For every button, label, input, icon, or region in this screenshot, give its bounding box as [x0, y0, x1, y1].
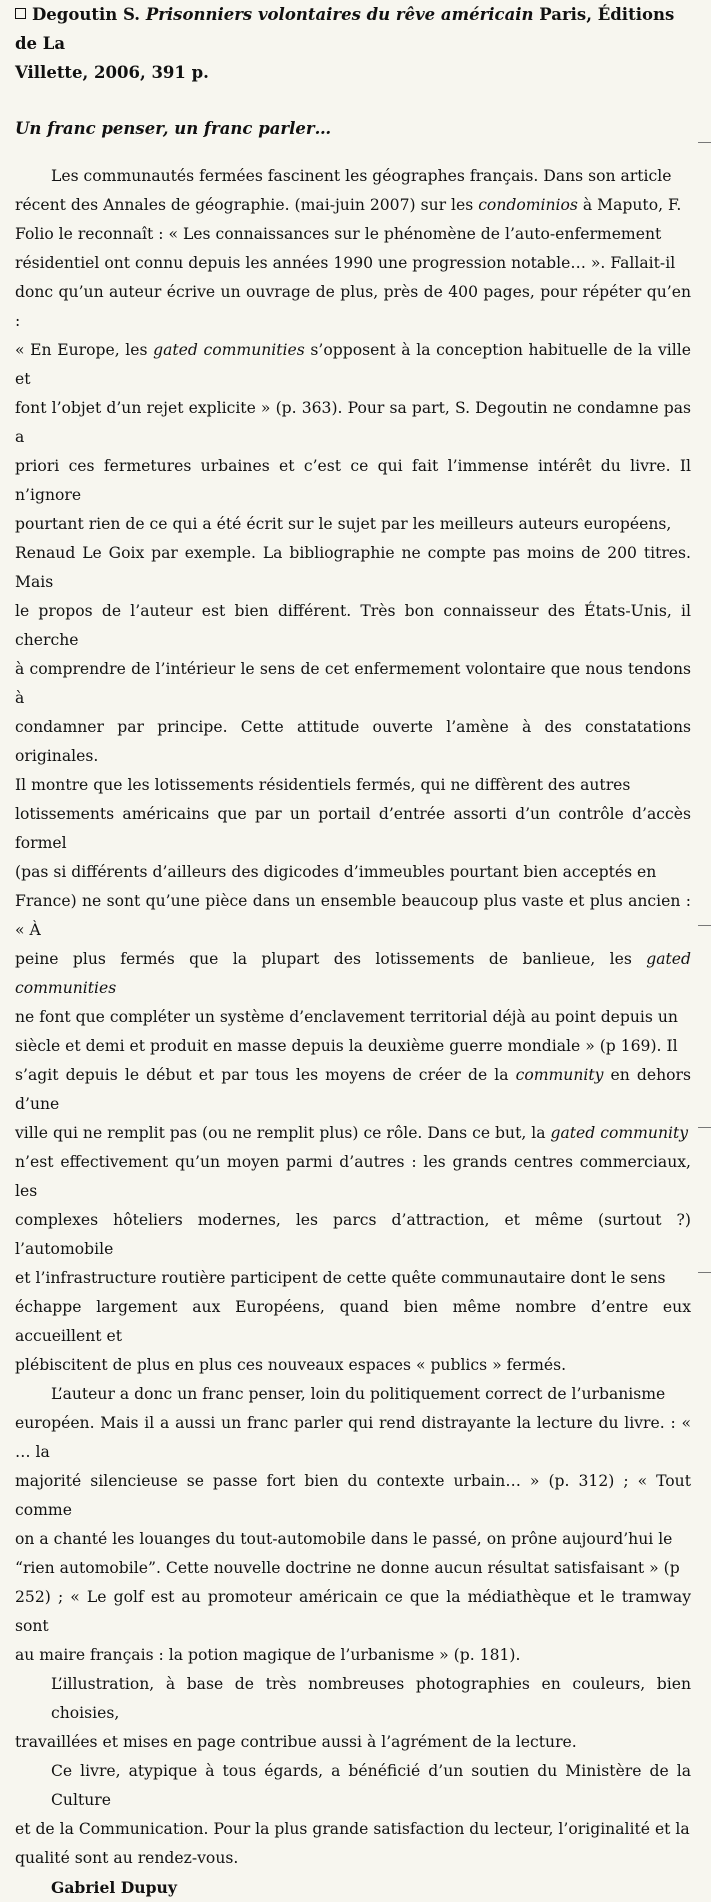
text-line: et de la Communication. Pour la plus grande satisfaction du lecteur, l’originalité et la [15, 1820, 690, 1838]
margin-mark [698, 925, 711, 926]
text-line: donc qu’un auteur écrive un ouvrage de plus, près de 400 pages, pour répéter qu’en : [15, 283, 691, 330]
text-line: le propos de l’auteur est bien différent. Très bon connaisseur des États-Unis, il cherche [15, 602, 691, 649]
paragraph [15, 1757, 691, 1873]
text-line: 252) ; « Le golf est au promoteur américain ce que la médiathèque et le tramway sont [15, 1588, 691, 1635]
review-subtitle: Un franc penser, un franc parler… [15, 119, 332, 138]
paragraph [15, 1670, 691, 1757]
text-line: qualité sont au rendez-vous. [15, 1849, 239, 1867]
text-line: Ce livre, atypique à tous égards, a bénéficié d’un soutien du Ministère de la Culture [51, 1762, 691, 1809]
text-line: « En Europe, les gated communities s’opposent à la conception habituelle de la ville et [15, 341, 691, 388]
margin-mark [698, 1272, 711, 1273]
text-line: majorité silencieuse se passe fort bien du contexte urbain… » (p. 312) ; « Tout comme [15, 1472, 691, 1519]
text-line: au maire français : la potion magique de l’urbanisme » (p. 181). [15, 1646, 521, 1664]
text-line: (pas si différents d’ailleurs des digicodes d’immeubles pourtant bien acceptés en [15, 863, 657, 881]
review-body [15, 162, 691, 1873]
text-line: à comprendre de l’intérieur le sens de cet enfermement volontaire que nous tendons à [15, 660, 691, 707]
text-line: n’est effectivement qu’un moyen parmi d’autres : les grands centres commerciaux, les [15, 1153, 691, 1200]
text-line: s’agit depuis le début et par tous les moyens de créer de la community en dehors d’une [15, 1066, 691, 1113]
paragraph [15, 162, 691, 1380]
paragraph [15, 1380, 691, 1670]
book-reference [15, 0, 691, 87]
reference-title: Prisonniers volontaires du rêve américain [145, 5, 534, 24]
text-line: travaillées et mises en page contribue aussi à l’agrément de la lecture. [15, 1733, 577, 1751]
text-line: condamner par principe. Cette attitude ouverte l’amène à des constatations originales. [15, 718, 691, 765]
text-line: et l’infrastructure routière participent de cette quête communautaire dont le sens [15, 1269, 666, 1287]
text-line: Renaud Le Goix par exemple. La bibliographie ne compte pas moins de 200 titres. Mais [15, 544, 691, 591]
checkbox-bullet-icon [15, 8, 26, 19]
text-line: européen. Mais il a aussi un franc parler qui rend distrayante la lecture du livre. : « … la [15, 1414, 691, 1461]
text-line: Il montre que les lotissements résidentiels fermés, qui ne diffèrent des autres [15, 776, 631, 794]
text-line: Folio le reconnaît : « Les connaissances sur le phénomène de l’auto-enfermement [15, 225, 662, 243]
text-line: font l’objet d’un rejet explicite » (p. 363). Pour sa part, S. Degoutin ne condamne pas a [15, 399, 691, 446]
text-line: pourtant rien de ce qui a été écrit sur le sujet par les meilleurs auteurs européens, [15, 515, 672, 533]
text-line: ville qui ne remplit pas (ou ne remplit plus) ce rôle. Dans ce but, la gated community [15, 1124, 689, 1142]
text-line: ne font que compléter un système d’enclavement territorial déjà au point depuis un [15, 1008, 678, 1026]
text-line: récent des Annales de géographie. (mai-juin 2007) sur les condominios à Maputo, F. [15, 196, 682, 214]
margin-mark [698, 142, 711, 143]
reference-publisher-line1: Paris, Éditions de La [15, 5, 675, 53]
text-line: “rien automobile”. Cette nouvelle doctrine ne donne aucun résultat satisfaisant » (p [15, 1559, 680, 1577]
reference-publisher-line2: Villette, 2006, 391 p. [15, 63, 209, 82]
text-line: échappe largement aux Européens, quand bien même nombre d’entre eux accueillent et [15, 1298, 691, 1345]
review-page [15, 0, 691, 1902]
text-line: on a chanté les louanges du tout-automobile dans le passé, on prône aujourd’hui le [15, 1530, 673, 1548]
text-line: complexes hôteliers modernes, les parcs d’attraction, et même (surtout ?) l’automobile [15, 1211, 691, 1258]
text-line: France) ne sont qu’une pièce dans un ensemble beaucoup plus vaste et plus ancien : « À [15, 892, 691, 939]
text-line: lotissements américains que par un portail d’entrée assorti d’un contrôle d’accès formel [15, 805, 691, 852]
text-line: Les communautés fermées fascinent les géographes français. Dans son article [51, 167, 672, 185]
text-line: L’auteur a donc un franc penser, loin du politiquement correct de l’urbanisme [51, 1385, 666, 1403]
text-line: priori ces fermetures urbaines et c’est ce qui fait l’immense intérêt du livre. Il n’ignore [15, 457, 691, 504]
review-signature: Gabriel Dupuy [51, 1878, 177, 1897]
text-line: siècle et demi et produit en masse depuis la deuxième guerre mondiale » (p 169). Il [15, 1037, 678, 1055]
margin-mark [698, 1127, 711, 1128]
text-line: L’illustration, à base de très nombreuses photographies en couleurs, bien choisies, [51, 1675, 691, 1722]
text-line: plébiscitent de plus en plus ces nouveaux espaces « publics » fermés. [15, 1356, 567, 1374]
text-line: résidentiel ont connu depuis les années 1990 une progression notable… ». Fallait-il [15, 254, 676, 272]
reference-author: Degoutin S. [32, 5, 141, 24]
text-line: peine plus fermés que la plupart des lotissements de banlieue, les gated communities [15, 950, 691, 997]
